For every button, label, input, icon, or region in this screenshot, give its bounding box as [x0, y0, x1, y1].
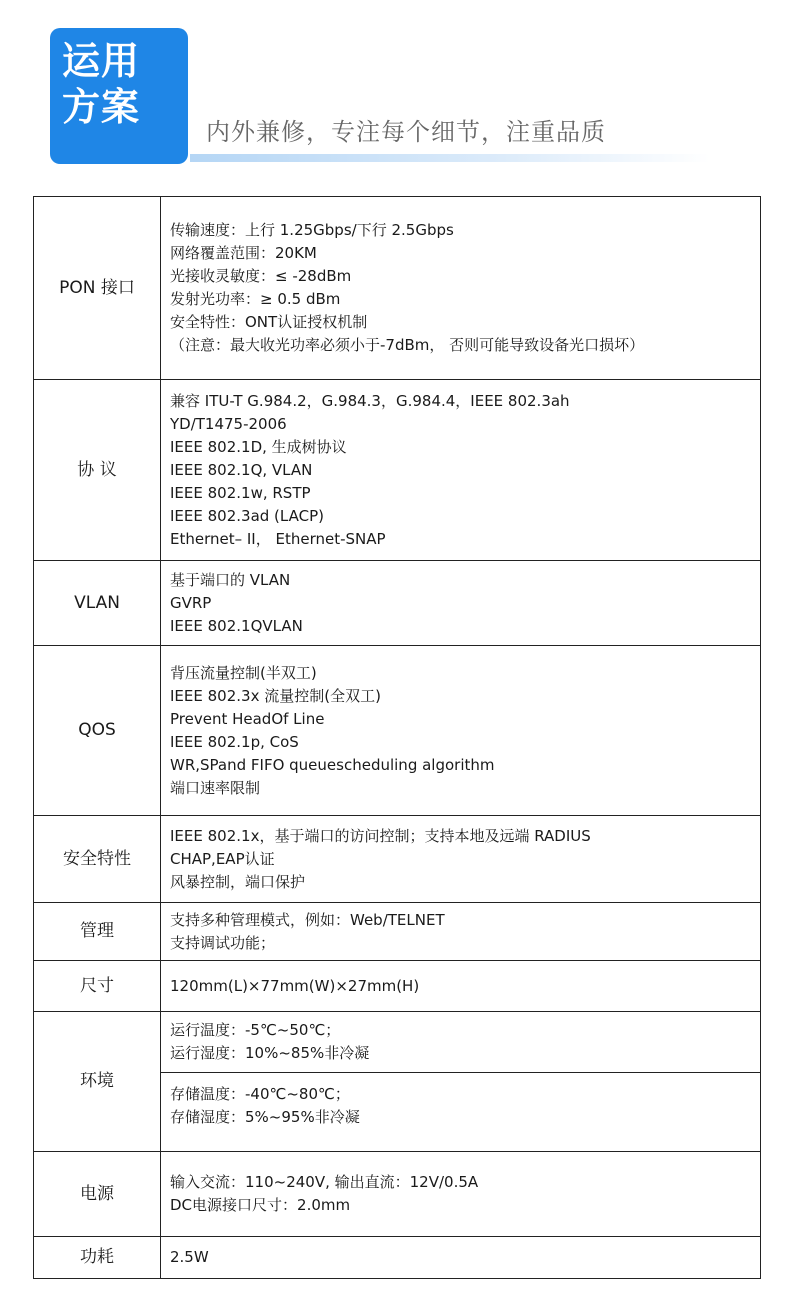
row-label: 电源: [34, 1152, 161, 1237]
value-line: IEEE 802.1w, RSTP: [170, 483, 311, 502]
row-qos: [34, 646, 761, 816]
row-pon: [34, 197, 761, 380]
row-label: QOS: [34, 646, 161, 816]
value-line: 输入交流：110~240V, 输出直流：12V/0.5A: [170, 1173, 479, 1191]
header-subtitle: 内外兼修，专注每个细节，注重品质: [206, 118, 606, 146]
value-line: IEEE 802.1x，基于端口的访问控制；支持本地及远端 RADIUS: [170, 826, 591, 845]
badge-line-1: 运用: [62, 39, 141, 83]
value-line: 存储湿度：5%~95%非冷凝: [170, 1108, 360, 1126]
row-label: 协 议: [34, 380, 161, 561]
row-protocol: [34, 380, 761, 561]
row-power: [34, 1152, 761, 1237]
badge-line-2: 方案: [62, 85, 141, 129]
value-line: GVRP: [170, 593, 212, 612]
row-value: [161, 1012, 761, 1073]
value-line: 网络覆盖范围：20KM: [170, 244, 317, 262]
row-label: 尺寸: [34, 961, 161, 1012]
value-line: 背压流量控制(半双工): [170, 663, 317, 682]
value-line: 120mm(L)×77mm(W)×27mm(H): [170, 976, 420, 995]
row-label: VLAN: [34, 561, 161, 646]
value-line: 安全特性：ONT认证授权机制: [170, 313, 368, 331]
value-line: 支持多种管理模式，例如：Web/TELNET: [170, 910, 445, 929]
row-size: [34, 961, 761, 1012]
row-value: [161, 961, 761, 1012]
value-line: 传输速度：上行 1.25Gbps/下行 2.5Gbps: [170, 221, 454, 239]
value-line: CHAP,EAP认证: [170, 849, 275, 868]
row-label: PON 接口: [34, 197, 161, 380]
value-line: IEEE 802.1D, 生成树协议: [170, 437, 347, 456]
value-line: 兼容 ITU-T G.984.2，G.984.3，G.984.4，IEEE 802.3ah: [170, 391, 570, 410]
row-value: [161, 903, 761, 961]
row-value: [161, 561, 761, 646]
value-line: IEEE 802.3ad (LACP): [170, 506, 324, 525]
value-line: IEEE 802.3x 流量控制(全双工): [170, 686, 381, 705]
value-line: WR,SPand FIFO queuescheduling algorithm: [170, 755, 495, 774]
value-line: 端口速率限制: [170, 778, 261, 797]
row-value: [161, 816, 761, 903]
row-label: 安全特性: [34, 816, 161, 903]
value-line: 基于端口的 VLAN: [170, 570, 291, 589]
value-line: IEEE 802.1Q, VLAN: [170, 460, 313, 479]
value-line: 存储温度：-40℃~80℃；: [170, 1085, 350, 1103]
value-line: IEEE 802.1QVLAN: [170, 616, 303, 635]
header-underline: [190, 154, 710, 162]
row-value: [161, 1073, 761, 1152]
row-label: 功耗: [34, 1237, 161, 1279]
value-line: 发射光功率：≥ 0.5 dBm: [170, 290, 341, 308]
section-badge: [50, 28, 188, 164]
value-line: 运行湿度：10%~85%非冷凝: [170, 1044, 370, 1062]
value-line: YD/T1475-2006: [170, 414, 287, 433]
page-header: [0, 0, 801, 175]
row-security: [34, 816, 761, 903]
value-line: 运行温度：-5℃~50℃；: [170, 1021, 341, 1039]
row-consumption: [34, 1237, 761, 1279]
row-label: 管理: [34, 903, 161, 961]
value-line: IEEE 802.1p, CoS: [170, 732, 299, 751]
value-line: Prevent HeadOf Line: [170, 709, 325, 728]
row-environment-operating: [34, 1012, 761, 1073]
value-line: DC电源接口尺寸：2.0mm: [170, 1196, 351, 1214]
row-value: [161, 646, 761, 816]
value-line: 风暴控制，端口保护: [170, 872, 306, 891]
value-line: 光接收灵敏度：≤ -28dBm: [170, 267, 352, 285]
row-value: [161, 1237, 761, 1279]
value-line: 支持调试功能；: [170, 933, 276, 952]
row-value: [161, 1152, 761, 1237]
spec-table: [33, 196, 761, 1279]
row-value: [161, 380, 761, 561]
value-line: Ethernet– II， Ethernet-SNAP: [170, 529, 386, 548]
row-label: 环境: [34, 1012, 161, 1152]
row-vlan: [34, 561, 761, 646]
row-management: [34, 903, 761, 961]
row-value: [161, 197, 761, 380]
value-line: 2.5W: [170, 1248, 209, 1266]
value-line: （注意：最大收光功率必须小于-7dBm， 否则可能导致设备光口损坏）: [170, 336, 645, 354]
